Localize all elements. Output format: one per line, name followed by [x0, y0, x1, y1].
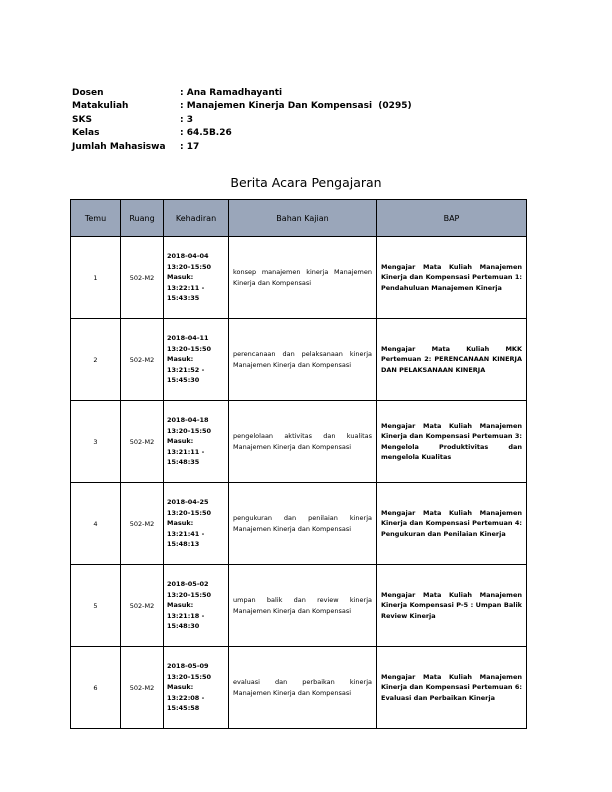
cell-kehadiran: [164, 647, 229, 729]
cell-bahan-kajian: perencanaan dan pelaksanaan kinerja Manajemen Kinerja dan Kompensasi: [229, 319, 377, 401]
attendance-keluar: 15:48:30: [167, 622, 200, 631]
attendance-masuk: 13:21:52 -: [167, 365, 205, 374]
cell-kehadiran: [164, 483, 229, 565]
info-label: Jumlah Mahasiswa: [72, 141, 166, 152]
attendance-keluar: 15:48:35: [167, 458, 200, 467]
cell-bahan-kajian: evaluasi dan perbaikan kinerja Manajemen Kinerja dan Kompensasi: [229, 647, 377, 729]
attendance-masuk: 13:22:08 -: [167, 693, 205, 702]
attendance-time: 13:20-15:50: [167, 262, 212, 271]
attendance-time: 13:20-15:50: [167, 344, 212, 353]
cell-ruang: 502-M2: [121, 401, 164, 483]
cell-bap: Mengajar Mata Kuliah Manajemen Kinerja dan Kompensasi Pertemuan 1: Pendahuluan Manajemen Kinerja: [377, 237, 527, 319]
table-row: [71, 237, 527, 319]
table-row: [71, 483, 527, 565]
attendance-time: 13:20-15:50: [167, 590, 212, 599]
info-label: Matakuliah: [72, 101, 129, 112]
info-value: : 64.5B.26: [180, 128, 232, 139]
info-row: [72, 86, 412, 100]
table-row: [71, 647, 527, 729]
header-ruang: Ruang: [121, 200, 164, 237]
info-label: Dosen: [72, 87, 104, 98]
cell-temu: 2: [71, 319, 121, 401]
info-row: [72, 113, 412, 127]
attendance-time: 13:20-15:50: [167, 426, 212, 435]
attendance-masuk: 13:21:11 -: [167, 447, 205, 456]
cell-ruang: 502-M2: [121, 565, 164, 647]
attendance-date: 2018-04-04: [167, 252, 209, 261]
info-row: [72, 140, 412, 154]
cell-bahan-kajian: pengelolaan aktivitas dan kualitas Manajemen Kinerja dan Kompensasi: [229, 401, 377, 483]
cell-bap: Mengajar Mata Kuliah MKK Pertemuan 2: PERENCANAAN KINERJA DAN PELAKSANAAN KINERJA: [377, 319, 527, 401]
cell-bap: Mengajar Mata Kuliah Manajemen Kinerja Kompensasi P-5 : Umpan Balik Review Kinerja: [377, 565, 527, 647]
cell-bap: Mengajar Mata Kuliah Manajemen Kinerja dan Kompensasi Pertemuan 6: Evaluasi dan Perbaikan Kinerja: [377, 647, 527, 729]
attendance-masuk-label: Masuk:: [167, 519, 194, 528]
cell-ruang: 502-M2: [121, 237, 164, 319]
attendance-keluar: 15:45:58: [167, 704, 200, 713]
cell-ruang: 502-M2: [121, 647, 164, 729]
cell-temu: 3: [71, 401, 121, 483]
header-kehadiran: Kehadiran: [164, 200, 229, 237]
cell-kehadiran: [164, 237, 229, 319]
cell-ruang: 502-M2: [121, 483, 164, 565]
info-value: : Manajemen Kinerja Dan Kompensasi (0295): [180, 101, 412, 112]
info-row: [72, 127, 412, 141]
attendance-masuk-label: Masuk:: [167, 683, 194, 692]
info-label: SKS: [72, 114, 92, 125]
attendance-keluar: 15:45:30: [167, 376, 200, 385]
attendance-keluar: 15:48:13: [167, 540, 200, 549]
attendance-date: 2018-05-02: [167, 580, 209, 589]
cell-temu: 6: [71, 647, 121, 729]
attendance-date: 2018-04-25: [167, 498, 209, 507]
attendance-keluar: 15:43:35: [167, 294, 200, 303]
cell-temu: 4: [71, 483, 121, 565]
header-temu: Temu: [71, 200, 121, 237]
cell-kehadiran: [164, 401, 229, 483]
teaching-record-table: [70, 199, 527, 729]
attendance-masuk-label: Masuk:: [167, 355, 194, 364]
course-info: [72, 86, 412, 154]
cell-kehadiran: [164, 319, 229, 401]
info-row: [72, 100, 412, 114]
table-row: [71, 565, 527, 647]
cell-bahan-kajian: umpan balik dan review kinerja Manajemen Kinerja dan Kompensasi: [229, 565, 377, 647]
cell-bap: Mengajar Mata Kuliah Manajemen Kinerja dan Kompensasi Pertemuan 4: Pengukuran dan Penilaian Kinerja: [377, 483, 527, 565]
attendance-date: 2018-04-11: [167, 334, 209, 343]
attendance-date: 2018-05-09: [167, 662, 209, 671]
attendance-masuk: 13:21:18 -: [167, 611, 205, 620]
header-bap: BAP: [377, 200, 527, 237]
cell-kehadiran: [164, 565, 229, 647]
page-title: Berita Acara Pengajaran: [230, 175, 382, 190]
attendance-time: 13:20-15:50: [167, 672, 212, 681]
attendance-masuk-label: Masuk:: [167, 601, 194, 610]
cell-temu: 5: [71, 565, 121, 647]
info-label: Kelas: [72, 128, 100, 139]
cell-bahan-kajian: pengukuran dan penilaian kinerja Manajemen Kinerja dan Kompensasi: [229, 483, 377, 565]
table-row: [71, 319, 527, 401]
attendance-masuk: 13:21:41 -: [167, 529, 205, 538]
cell-bap: Mengajar Mata Kuliah Manajemen Kinerja dan Kompensasi Pertemuan 3: Mengelola Produktivitas dan mengelola Kualitas: [377, 401, 527, 483]
attendance-masuk-label: Masuk:: [167, 437, 194, 446]
table-header-row: [71, 200, 527, 237]
cell-temu: 1: [71, 237, 121, 319]
table-row: [71, 401, 527, 483]
info-value: : Ana Ramadhayanti: [180, 87, 283, 98]
cell-ruang: 502-M2: [121, 319, 164, 401]
attendance-masuk-label: Masuk:: [167, 273, 194, 282]
info-value: : 3: [180, 114, 193, 125]
attendance-masuk: 13:22:11 -: [167, 283, 205, 292]
info-value: : 17: [180, 141, 200, 152]
cell-bahan-kajian: konsep manajemen kinerja Manajemen Kinerja dan Kompensasi: [229, 237, 377, 319]
attendance-date: 2018-04-18: [167, 416, 209, 425]
attendance-time: 13:20-15:50: [167, 508, 212, 517]
header-bahan-kajian: Bahan Kajian: [229, 200, 377, 237]
